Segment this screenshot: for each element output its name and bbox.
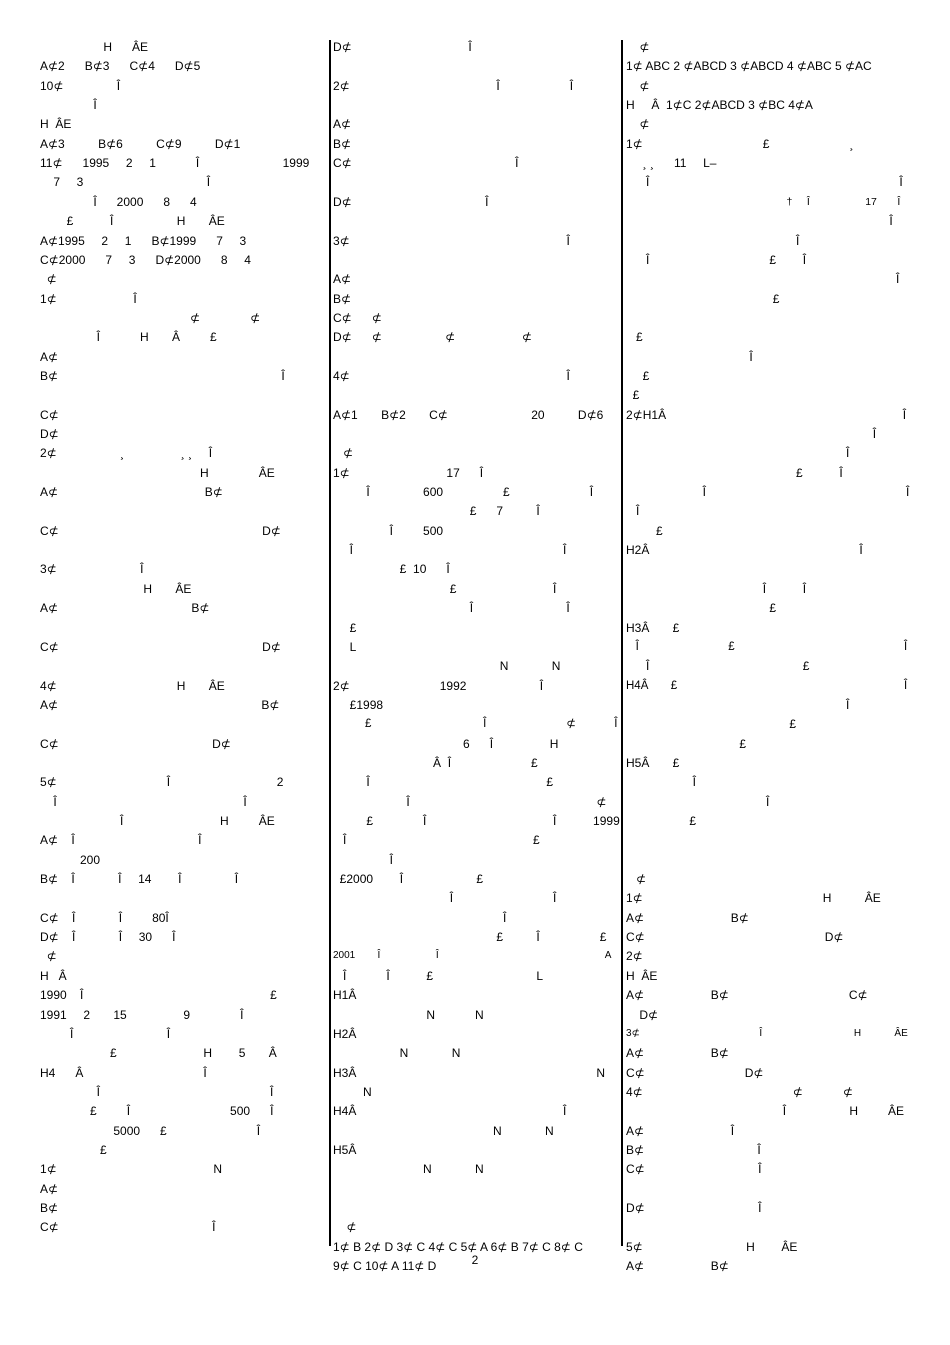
text-line: Î £ Î — [626, 640, 908, 653]
text-line: £ — [626, 717, 797, 732]
text-line: Î H ÂE — [626, 1104, 905, 1119]
text-line: 10⊄ Î — [40, 78, 121, 93]
text-line: Î £ — [333, 833, 540, 848]
text-line: H5Â — [333, 1142, 357, 1157]
text-line: Î — [333, 910, 507, 925]
text-line: D⊄ — [626, 1007, 659, 1022]
text-line: £ Î 500 Î — [40, 1104, 274, 1119]
text-line: A⊄ B⊄ C⊄ — [626, 988, 868, 1003]
text-line: £ H 5 Â — [40, 1046, 277, 1061]
text-line: ⊄ ⊄ — [40, 310, 261, 325]
text-line: H3Â N — [333, 1065, 606, 1080]
text-line: 6 Î H — [333, 736, 559, 751]
text-line: Î — [626, 697, 850, 712]
text-line: Î 2000 8 4 — [40, 194, 197, 209]
text-line: H ÂE — [40, 40, 149, 54]
text-line: C⊄ D⊄ — [626, 930, 844, 945]
text-line: B⊄ Î — [626, 1142, 761, 1157]
text-line: 2⊄H1Â Î — [626, 407, 907, 422]
text-line: £ — [626, 388, 640, 403]
text-line: £ — [626, 523, 663, 538]
page-number: 2 — [471, 1253, 479, 1267]
text-line: H ÂE — [40, 117, 72, 132]
text-line: 2⊄ ¸ ¸ ¸ Î — [40, 446, 213, 461]
text-line: £ Î — [333, 581, 557, 596]
text-line: £ — [626, 291, 780, 306]
text-line: A⊄ — [40, 1181, 59, 1196]
text-line: 5000 £ Î — [40, 1123, 261, 1138]
text-line: ⊄ — [626, 117, 650, 132]
text-line: £1998 — [333, 697, 384, 712]
text-line: H1Â — [333, 988, 357, 1003]
text-line: C⊄ Î — [626, 1162, 762, 1177]
text-line: H2Â — [333, 1026, 357, 1041]
column-divider-left — [329, 40, 331, 1246]
text-line: Î — [626, 427, 877, 441]
text-line: H ÂE — [40, 465, 275, 480]
text-line: Î £ Î — [626, 252, 807, 267]
text-line: 5⊄ H ÂE — [626, 1239, 798, 1254]
text-line: 3⊄ Î — [40, 562, 144, 577]
text-line: D⊄ Î — [333, 194, 489, 209]
text-line: Î — [626, 214, 893, 229]
text-line: £ Î ⊄ Î — [333, 718, 618, 731]
text-line: C⊄2000 7 3 D⊄2000 8 4 — [40, 252, 251, 267]
text-line: A⊄ B⊄ — [40, 601, 210, 616]
text-line: ⊄ — [40, 949, 57, 964]
text-line: £ Î £ — [333, 930, 607, 945]
text-line: 1⊄ H ÂE — [626, 891, 881, 906]
text-line: ⊄ — [333, 1220, 357, 1235]
text-line: 4⊄ Î — [333, 368, 570, 383]
text-line: C⊄ Î Î 80Î — [40, 910, 169, 925]
text-line: 1⊄ B 2⊄ D 3⊄ C 4⊄ C 5⊄ A 6⊄ B 7⊄ C 8⊄ C — [333, 1239, 583, 1254]
text-line: Î Î £ L — [333, 968, 544, 983]
text-line: A⊄ — [333, 272, 352, 287]
text-line: £ Î Î 1999 — [333, 814, 620, 828]
text-line: Î Î — [333, 891, 557, 906]
text-line: H5Â £ — [626, 755, 680, 770]
text-line: £ — [626, 368, 650, 383]
text-line: Î Î — [40, 794, 247, 809]
text-line: C⊄ D⊄ — [40, 639, 281, 654]
text-line: ⊄ — [40, 272, 57, 287]
text-line: B⊄ — [40, 1201, 59, 1215]
text-line: Î — [626, 233, 800, 248]
text-line: Î £ — [626, 659, 810, 674]
text-line: A⊄ Î Î — [40, 833, 202, 848]
text-line: L — [333, 639, 357, 654]
text-line: Î — [626, 794, 770, 809]
text-line: £ — [626, 601, 777, 616]
text-line: 1990 Î £ — [40, 988, 277, 1003]
text-line: Î Î — [626, 581, 807, 596]
text-line: 200 — [40, 852, 101, 867]
text-line: C⊄ Î — [40, 1220, 216, 1235]
text-line: Î — [333, 852, 394, 867]
text-line: A⊄ Î — [626, 1123, 735, 1138]
text-line: N N — [333, 659, 561, 674]
text-line: H4 Â Î — [40, 1065, 207, 1080]
text-line: ⊄ — [626, 78, 650, 93]
text-line: £ — [626, 736, 747, 751]
text-line: D⊄ Î — [626, 1201, 762, 1215]
text-line: N N — [333, 1007, 484, 1022]
text-line: N N — [333, 1046, 461, 1061]
text-line: Î Î — [333, 543, 567, 558]
text-line: A⊄ B⊄ — [626, 910, 749, 925]
text-line: 2⊄ — [626, 949, 643, 964]
text-line: ⊄ — [333, 446, 354, 461]
text-line: H4Â Î — [333, 1104, 567, 1119]
text-line: H Â — [40, 968, 67, 983]
text-line: 4⊄ H ÂE — [40, 678, 225, 693]
text-line: 9⊄ C 10⊄ A 11⊄ D — [333, 1259, 437, 1274]
text-line: H ÂE — [626, 968, 658, 983]
text-line: Â Î £ — [333, 755, 538, 770]
text-line: Î Î — [40, 1084, 274, 1099]
text-line: A⊄ B⊄ — [40, 485, 223, 500]
text-line: £ — [333, 620, 357, 635]
text-line: † Î 17 Î — [626, 195, 901, 208]
text-line: Î Î — [626, 175, 903, 190]
text-line: C⊄ — [40, 407, 59, 422]
text-line: 1991 2 15 9 Î — [40, 1007, 244, 1022]
text-line: B⊄ Î Î 14 Î Î — [40, 872, 239, 887]
text-line: D⊄ — [40, 427, 59, 441]
text-line: D⊄ Î — [333, 40, 472, 54]
text-line: £ Î H ÂE — [40, 214, 225, 229]
text-line: Î Î — [40, 1026, 171, 1041]
text-line: N N — [333, 1123, 554, 1138]
text-line: £ — [40, 1142, 107, 1157]
text-line: Î — [626, 775, 697, 790]
text-line: H Â 1⊄C 2⊄ABCD 3 ⊄BC 4⊄A — [626, 98, 813, 113]
text-line: 1⊄ Î — [40, 291, 137, 306]
text-line: B⊄ — [333, 291, 352, 306]
text-line: Î ⊄ — [333, 794, 607, 809]
text-line: D⊄ Î Î 30 Î — [40, 930, 176, 945]
text-line: 2⊄ Î Î — [333, 78, 574, 93]
text-line: H2Â Î — [626, 543, 863, 558]
text-line: Î Î — [626, 485, 910, 500]
text-line: £ — [626, 814, 697, 828]
text-line: A⊄2 B⊄3 C⊄4 D⊄5 — [40, 59, 201, 74]
text-line: 2⊄ 1992 Î — [333, 678, 544, 693]
text-line: ⊄ — [626, 40, 650, 54]
text-line: A⊄ — [333, 117, 352, 132]
text-line: Î — [626, 272, 900, 287]
text-line: H3Â £ — [626, 620, 680, 635]
text-line: Î £ — [333, 775, 554, 790]
text-line: Î — [626, 349, 753, 364]
text-line: Î — [40, 98, 97, 113]
text-line: N N — [333, 1162, 484, 1177]
text-line: A⊄3 B⊄6 C⊄9 D⊄1 — [40, 136, 241, 151]
text-line: N — [333, 1084, 372, 1099]
text-line: 1⊄ N — [40, 1162, 223, 1177]
text-line: Î H ÂE — [40, 814, 275, 828]
middle-column — [333, 40, 621, 1274]
right-column — [626, 40, 912, 1274]
column-divider-right — [621, 40, 623, 1246]
text-line: 1⊄ 17 Î — [333, 465, 484, 480]
text-line: Î H Â £ — [40, 330, 217, 345]
text-line: A⊄ — [40, 349, 59, 364]
text-line: A⊄1995 2 1 B⊄1999 7 3 — [40, 233, 247, 248]
text-line: A⊄1 B⊄2 C⊄ 20 D⊄6 — [333, 407, 604, 422]
text-line: C⊄ Î — [333, 156, 519, 171]
text-line: C⊄ D⊄ — [40, 736, 231, 751]
text-line: H ÂE — [40, 581, 192, 596]
text-line: H4Â £ Î — [626, 679, 908, 692]
text-line: £ — [626, 330, 643, 345]
text-line: A⊄ B⊄ — [40, 697, 280, 712]
text-line: Î — [626, 504, 640, 519]
text-line: 7 3 Î — [40, 175, 211, 190]
text-line: 3⊄ Î H ÂE — [626, 1027, 908, 1039]
text-line: £ 10 Î — [333, 562, 450, 577]
text-line: 11⊄ 1995 2 1 Î 1999 — [40, 156, 310, 171]
text-line: B⊄ — [333, 136, 352, 151]
text-line: Î — [626, 446, 850, 461]
text-line: C⊄ D⊄ — [40, 523, 281, 538]
text-line: B⊄ Î — [40, 368, 285, 383]
text-line: Î Î — [333, 601, 570, 616]
left-column — [40, 40, 328, 1245]
text-line: £ Î — [626, 465, 843, 480]
text-line: 4⊄ ⊄ ⊄ — [626, 1084, 853, 1099]
text-line: C⊄ ⊄ — [333, 310, 382, 325]
text-line: 1⊄ £ ¸ — [626, 136, 854, 151]
text-line: Î 600 £ Î — [333, 485, 594, 500]
text-line: A⊄ B⊄ — [626, 1046, 729, 1061]
text-line: 2001 Î Î A — [333, 950, 612, 962]
text-line: £ 7 Î — [333, 504, 540, 519]
text-line: ¸ ¸ 11 L– — [626, 156, 717, 171]
text-line: A⊄ B⊄ — [626, 1259, 729, 1274]
text-line: Î 500 — [333, 523, 444, 538]
text-line: 3⊄ Î — [333, 233, 570, 248]
text-line: £2000 Î £ — [333, 872, 484, 887]
text-line: ⊄ — [626, 872, 647, 887]
text-line: D⊄ ⊄ ⊄ ⊄ — [333, 330, 532, 345]
text-line: 1⊄ ABC 2 ⊄ABCD 3 ⊄ABCD 4 ⊄ABC 5 ⊄AC — [626, 59, 872, 74]
text-line: 5⊄ Î 2 — [40, 775, 284, 790]
text-line: C⊄ D⊄ — [626, 1065, 764, 1080]
